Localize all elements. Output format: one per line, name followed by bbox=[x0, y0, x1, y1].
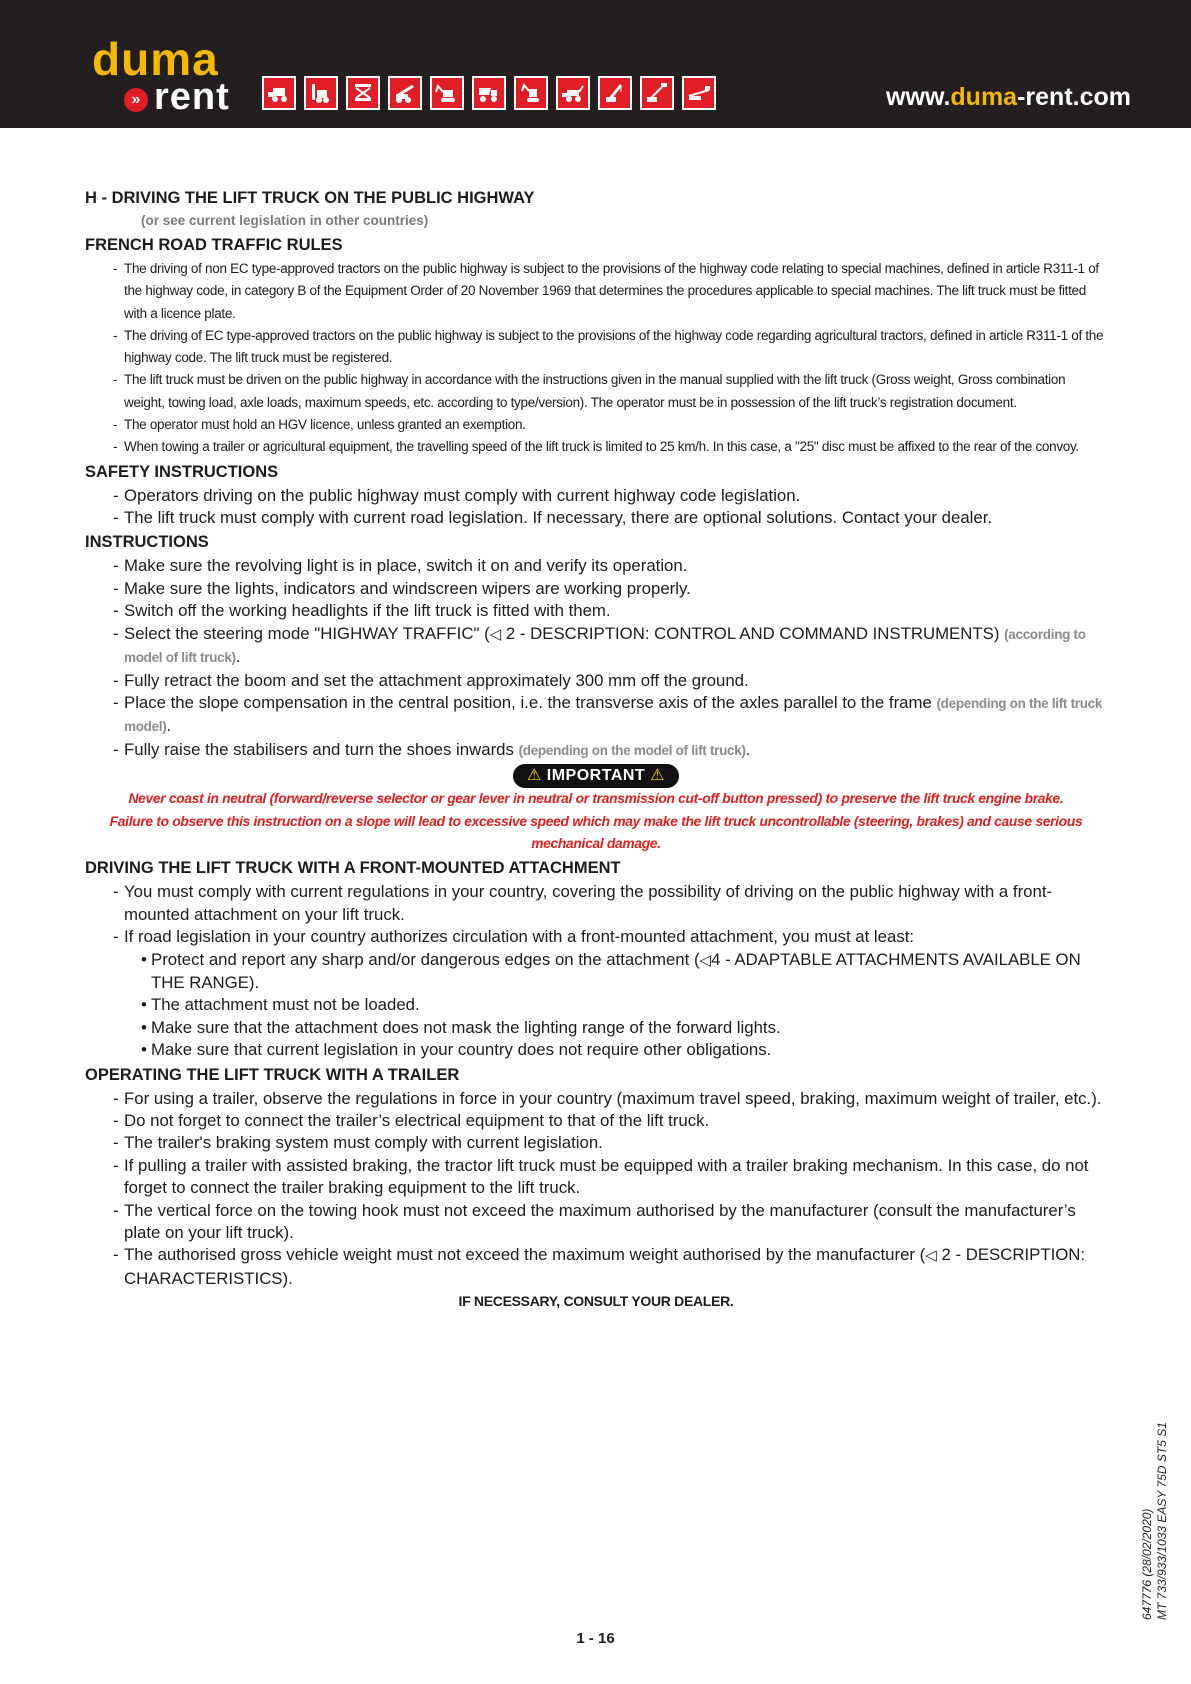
item-text: The operator must hold an HGV licence, unless granted an exemption. bbox=[124, 417, 526, 433]
document-reference-line: 647776 (28/02/2020) bbox=[1140, 1508, 1154, 1620]
mini-excavator-icon bbox=[514, 76, 548, 110]
important-banner bbox=[85, 764, 1107, 788]
list-item: - Make sure the lights, indicators and windscreen wipers are working properly. bbox=[113, 578, 691, 598]
page-header bbox=[0, 0, 1191, 128]
item-text: Fully retract the boom and set the attachment approximately 300 mm off the ground. bbox=[124, 670, 749, 690]
duma-rent-logo[interactable] bbox=[92, 33, 242, 118]
crane-icon bbox=[598, 76, 632, 110]
warning-icon: ⚠ bbox=[650, 767, 665, 785]
document-reference bbox=[1140, 1422, 1170, 1620]
list-item: - Fully raise the stabilisers and turn the shoes inwards (depending on the model of lift truck). bbox=[113, 739, 751, 759]
logo-duma-text: duma bbox=[92, 33, 219, 85]
list-item: - The authorised gross vehicle weight must not exceed the maximum weight authorised by the manufacturer (◁ 2 - DESCRIPTION: CHARACTERISTICS). bbox=[113, 1245, 1086, 1288]
page-content bbox=[85, 186, 1107, 1312]
important-badge bbox=[513, 764, 679, 788]
item-text: The authorised gross vehicle weight must not exceed the maximum weight authorised by the manufacturer ( bbox=[124, 1245, 926, 1265]
document-reference-line: MT 733/933/1033 EASY 75D ST5 S1 bbox=[1155, 1422, 1169, 1620]
item-text: Make sure that the attachment does not mask the lighting range of the forward lights. bbox=[151, 1017, 781, 1037]
section-safety: SAFETY INSTRUCTIONS bbox=[85, 462, 279, 481]
item-text: Fully raise the stabilisers and turn the shoes inwards bbox=[124, 739, 514, 759]
item-text: The lift truck must comply with current road legislation. If necessary, there are optional solutions. Contact your dealer. bbox=[124, 508, 993, 528]
logo-arrow-icon: » bbox=[124, 88, 148, 112]
front-attachment-bullets bbox=[85, 949, 1107, 1062]
trailer-list bbox=[85, 1088, 1107, 1291]
item-end: . bbox=[235, 647, 241, 667]
list-item: - The operator must hold an HGV licence, unless granted an exemption. bbox=[113, 417, 526, 433]
excavator-icon bbox=[430, 76, 464, 110]
item-text: Make sure the lights, indicators and windscreen wipers are working properly. bbox=[124, 578, 691, 598]
item-text: Make sure the revolving light is in place, switch it on and verify its operation. bbox=[124, 556, 688, 576]
list-item: - Select the steering mode "HIGHWAY TRAFFIC" (◁ 2 - DESCRIPTION: CONTROL AND COMMAND INSTRUMENTS) (according to model of lift truck). bbox=[113, 623, 1086, 667]
list-item: - You must comply with current regulations in your country, covering the possibility of driving on the public highway with a front-mounted attachment on your lift truck. bbox=[113, 882, 1053, 924]
loader-icon bbox=[262, 76, 296, 110]
item-text: You must comply with current regulations in your country, covering the possibility of driving on the public highway with a front-mounted attachment on your lift truck. bbox=[124, 882, 1053, 924]
equipment-icons bbox=[262, 76, 716, 112]
list-item: - If road legislation in your country authorizes circulation with a front-mounted attachment, you must at least: bbox=[113, 927, 915, 947]
list-item: - When towing a trailer or agricultural equipment, the travelling speed of the lift truck is limited to 25 km/h. In this case, a "25" disc must be affixed to the rear of the convoy. bbox=[113, 439, 1079, 455]
item-end: . bbox=[166, 716, 172, 736]
page-subtitle: (or see current legislation in other countries) bbox=[141, 213, 429, 228]
list-item: - Operators driving on the public highway must comply with current highway code legislation. bbox=[113, 485, 801, 505]
safety-list bbox=[85, 485, 1107, 530]
item-text: The attachment must not be loaded. bbox=[151, 995, 420, 1015]
item-text: The driving of non EC type-approved tractors on the public highway is subject to the provisions of the highway code relating to special machines, defined in article R311-1 of the highway code, in category B of the Equipment Order of 20 November 1969 that determines the procedures applicable to special machines. The lift truck must be fitted with a licence plate. bbox=[124, 261, 1099, 321]
item-text: Switch off the working headlights if the lift truck is fitted with them. bbox=[124, 601, 611, 621]
warning-text: Failure to observe this instruction on a slope will lead to excessive speed which may make the lift truck uncontrollable (steering, brakes) and cause serious mechanical damage. bbox=[109, 813, 1083, 851]
item-text: The vertical force on the towing hook must not exceed the maximum authorised by the manufacturer (consult the manufacturer’s plate on your lift truck). bbox=[124, 1200, 1076, 1243]
boom-lift-icon bbox=[640, 76, 674, 110]
section-front-attachment: DRIVING THE LIFT TRUCK WITH A FRONT-MOUNTED ATTACHMENT bbox=[85, 859, 621, 878]
bullet-item: • The attachment must not be loaded. bbox=[141, 995, 420, 1015]
warning-icon: ⚠ bbox=[526, 767, 542, 785]
item-end: . bbox=[745, 739, 751, 759]
backhoe-icon bbox=[556, 76, 590, 110]
list-item: - For using a trailer, observe the regulations in force in your country (maximum travel speed, braking, maximum weight of trailer, etc.). bbox=[113, 1088, 1102, 1108]
list-item: - The driving of non EC type-approved tractors on the public highway is subject to the provisions of the highway code relating to special machines, defined in article R311-1 of the highway code, in category B of the Equipment Order of 20 November 1969 that determines the procedures applicable to special machines. The lift truck must be fitted with a licence plate. bbox=[113, 261, 1099, 321]
model-note: (according to model of lift truck) bbox=[124, 626, 1086, 666]
cross-reference-link[interactable]: 2 - DESCRIPTION: CONTROL AND COMMAND INSTRUMENTS) bbox=[505, 623, 1000, 643]
url-prefix: www. bbox=[886, 83, 951, 111]
list-item: - Fully retract the boom and set the attachment approximately 300 mm off the ground. bbox=[113, 670, 749, 690]
item-text: Place the slope compensation in the central position, i.e. the transverse axis of the axles parallel to the frame bbox=[124, 692, 932, 712]
reference-arrow-icon: ◁ bbox=[489, 625, 502, 643]
aerial-platform-icon bbox=[682, 76, 716, 110]
list-item: - The driving of EC type-approved tractors on the public highway is subject to the provisions of the highway code regarding agricultural tractors, defined in article R311-1 of the highway code. The lift truck must be registered. bbox=[113, 327, 1104, 366]
item-text: Do not forget to connect the trailer’s electrical equipment to that of the lift truck. bbox=[124, 1111, 710, 1131]
logo-rent-text: rent bbox=[154, 76, 230, 118]
item-text: The driving of EC type-approved tractors on the public highway is subject to the provisions of the highway code regarding agricultural tractors, defined in article R311-1 of the highway code. The lift truck must be registered. bbox=[124, 327, 1104, 366]
page-number: 1 - 16 bbox=[576, 1630, 615, 1647]
scissor-lift-icon bbox=[346, 76, 380, 110]
item-text: For using a trailer, observe the regulations in force in your country (maximum travel speed, braking, maximum weight of trailer, etc.). bbox=[124, 1088, 1102, 1108]
consult-dealer-note: IF NECESSARY, CONSULT YOUR DEALER. bbox=[458, 1293, 734, 1310]
instructions-list bbox=[85, 555, 1107, 762]
website-link[interactable] bbox=[886, 83, 1131, 112]
dumper-icon bbox=[472, 76, 506, 110]
bullet-item: • Make sure that current legislation in your country does not require other obligations. bbox=[141, 1040, 772, 1060]
list-item: - Make sure the revolving light is in place, switch it on and verify its operation. bbox=[113, 556, 688, 576]
reference-arrow-icon: ◁ bbox=[699, 951, 712, 969]
list-item: - The vertical force on the towing hook must not exceed the maximum authorised by the manufacturer (consult the manufacturer’s plate on your lift truck). bbox=[113, 1200, 1076, 1243]
item-text: If pulling a trailer with assisted braking, the tractor lift truck must be equipped with a trailer braking mechanism. In this case, do not forget to connect the trailer braking equipment to the lift truck. bbox=[124, 1155, 1089, 1198]
url-accent: duma bbox=[950, 83, 1018, 111]
list-item: - Place the slope compensation in the central position, i.e. the transverse axis of the axles parallel to the frame (depending on the lift truck model). bbox=[113, 692, 1103, 736]
bullet-item: • Make sure that the attachment does not mask the lighting range of the forward lights. bbox=[141, 1017, 781, 1037]
item-text: If road legislation in your country authorizes circulation with a front-mounted attachment, you must at least: bbox=[124, 927, 915, 947]
section-french-rules: FRENCH ROAD TRAFFIC RULES bbox=[85, 236, 343, 254]
list-item: - Do not forget to connect the trailer’s electrical equipment to that of the lift truck. bbox=[113, 1111, 710, 1131]
list-item: - The lift truck must be driven on the public highway in accordance with the instructions given in the manual supplied with the lift truck (Gross weight, Gross combination weight, towing load, axle loads, maximum speeds, etc. according to type/version). The operator must be in possession of the lift truck’s registration document. bbox=[113, 372, 1066, 410]
item-text: When towing a trailer or agricultural equipment, the travelling speed of the lift truck is limited to 25 km/h. In this case, a "25" disc must be affixed to the rear of the convoy. bbox=[124, 439, 1079, 455]
cross-reference-link[interactable]: 4 - ADAPTABLE ATTACHMENTS AVAILABLE ON THE RANGE). bbox=[151, 949, 1081, 992]
logo-rent-wrap bbox=[128, 78, 230, 116]
front-attachment-list bbox=[85, 881, 1107, 948]
item-text: The lift truck must be driven on the public highway in accordance with the instructions given in the manual supplied with the lift truck (Gross weight, Gross combination weight, towing load, axle loads, maximum speeds, etc. according to type/version). The operator must be in possession of the lift truck’s registration document. bbox=[124, 372, 1066, 410]
model-note: (depending on the lift truck model) bbox=[124, 695, 1103, 735]
section-trailer: OPERATING THE LIFT TRUCK WITH A TRAILER bbox=[85, 1065, 460, 1084]
url-suffix: -rent.com bbox=[1017, 83, 1131, 111]
list-item: - The trailer's braking system must comply with current legislation. bbox=[113, 1133, 603, 1153]
item-text: Make sure that current legislation in your country does not require other obligations. bbox=[151, 1040, 772, 1060]
list-item: - The lift truck must comply with current road legislation. If necessary, there are optional solutions. Contact your dealer. bbox=[113, 508, 993, 528]
list-item: - Switch off the working headlights if the lift truck is fitted with them. bbox=[113, 601, 611, 621]
french-rules-list bbox=[85, 258, 1107, 459]
warning-text: Never coast in neutral (forward/reverse selector or gear lever in neutral or transmission cut-off button pressed) to preserve the lift truck engine brake. bbox=[128, 791, 1064, 807]
model-note: (depending on the model of lift truck) bbox=[518, 742, 746, 758]
item-text: Select the steering mode "HIGHWAY TRAFFIC" ( bbox=[124, 623, 490, 643]
bullet-item: • Protect and report any sharp and/or dangerous edges on the attachment (◁4 - ADAPTABLE ATTACHMENTS AVAILABLE ON THE RANGE). bbox=[141, 949, 1081, 992]
telehandler-icon bbox=[388, 76, 422, 110]
cross-reference-link[interactable]: 2 - DESCRIPTION: CHARACTERISTICS). bbox=[124, 1245, 1086, 1288]
page-title: H - DRIVING THE LIFT TRUCK ON THE PUBLIC HIGHWAY bbox=[85, 189, 535, 207]
item-text: Protect and report any sharp and/or dangerous edges on the attachment ( bbox=[151, 949, 700, 969]
reference-arrow-icon: ◁ bbox=[925, 1247, 937, 1265]
section-instructions: INSTRUCTIONS bbox=[85, 533, 209, 552]
forklift-icon bbox=[304, 76, 338, 110]
list-item: - If pulling a trailer with assisted braking, the tractor lift truck must be equipped with a trailer braking mechanism. In this case, do not forget to connect the trailer braking equipment to the lift truck. bbox=[113, 1155, 1089, 1198]
item-text: Operators driving on the public highway must comply with current highway code legislation. bbox=[124, 485, 801, 505]
important-label: IMPORTANT bbox=[546, 767, 646, 785]
item-text: The trailer's braking system must comply with current legislation. bbox=[124, 1133, 603, 1153]
